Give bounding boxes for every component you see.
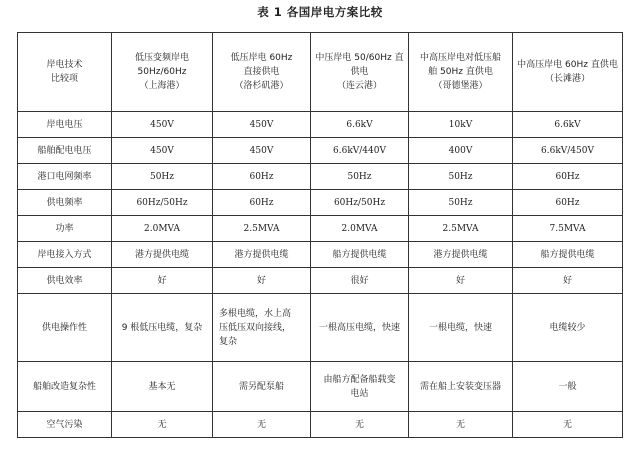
table-cell: 港方提供电缆 xyxy=(409,242,513,268)
table-cell: 50Hz xyxy=(112,164,213,190)
header-cell-lianyungang: 中压岸电 50/60Hz 直 供电 （连云港） xyxy=(311,33,409,112)
table-row xyxy=(18,138,623,164)
table-row xyxy=(18,164,623,190)
header-cell-criteria: 岸电技术 比较项 xyxy=(18,33,112,112)
table-cell: 需另配泵船 xyxy=(213,362,311,412)
table-cell: 450V xyxy=(213,138,311,164)
table-row xyxy=(18,412,623,438)
table-cell: 2.0MVA xyxy=(112,216,213,242)
table-cell: 6.6kV xyxy=(513,112,623,138)
table-row xyxy=(18,242,623,268)
table-cell: 400V xyxy=(409,138,513,164)
table-row xyxy=(18,190,623,216)
table-cell: 9 根低压电缆，复杂 xyxy=(112,294,213,362)
table-row xyxy=(18,216,623,242)
table-cell: 无 xyxy=(112,412,213,438)
table-header-row xyxy=(18,33,623,112)
row-label: 船舶配电电压 xyxy=(18,138,112,164)
table-cell: 由船方配备船载变 电站 xyxy=(311,362,409,412)
table-cell: 60Hz xyxy=(213,190,311,216)
table-cell: 450V xyxy=(213,112,311,138)
table-cell: 好 xyxy=(213,268,311,294)
table-cell: 无 xyxy=(311,412,409,438)
header-cell-gothenburg: 中高压岸电对低压船 舶 50Hz 直供电 （哥德堡港） xyxy=(409,33,513,112)
comparison-table xyxy=(17,32,623,438)
header-cell-shanghai: 低压变频岸电 50Hz/60Hz （上海港） xyxy=(112,33,213,112)
row-label: 供电操作性 xyxy=(18,294,112,362)
table-cell: 50Hz xyxy=(409,164,513,190)
table-cell: 10kV xyxy=(409,112,513,138)
table-cell: 60Hz/50Hz xyxy=(112,190,213,216)
table-cell: 基本无 xyxy=(112,362,213,412)
row-label: 功率 xyxy=(18,216,112,242)
table-cell: 450V xyxy=(112,138,213,164)
table-cell: 多根电缆，水上高 压低压双向接线， 复杂 xyxy=(213,294,311,362)
row-label: 岸电电压 xyxy=(18,112,112,138)
table-cell: 港方提供电缆 xyxy=(112,242,213,268)
table-cell: 无 xyxy=(513,412,623,438)
table-cell: 6.6kV/450V xyxy=(513,138,623,164)
table-cell: 50Hz xyxy=(311,164,409,190)
table-cell: 好 xyxy=(409,268,513,294)
table-cell: 船方提供电缆 xyxy=(311,242,409,268)
table-cell: 好 xyxy=(112,268,213,294)
table-cell: 无 xyxy=(213,412,311,438)
table-cell: 很好 xyxy=(311,268,409,294)
row-label: 船舶改造复杂性 xyxy=(18,362,112,412)
table-row xyxy=(18,294,623,362)
table-cell: 6.6kV/440V xyxy=(311,138,409,164)
table-row xyxy=(18,362,623,412)
table-cell: 60Hz/50Hz xyxy=(311,190,409,216)
header-cell-los-angeles: 低压岸电 60Hz 直接供电 （洛杉矶港） xyxy=(213,33,311,112)
table-cell: 无 xyxy=(409,412,513,438)
table-cell: 船方提供电缆 xyxy=(513,242,623,268)
table-cell: 50Hz xyxy=(409,190,513,216)
table-cell: 一般 xyxy=(513,362,623,412)
table-cell: 一根高压电缆，快速 xyxy=(311,294,409,362)
table-row xyxy=(18,268,623,294)
header-cell-long-beach: 中高压岸电 60Hz 直供电 （长滩港） xyxy=(513,33,623,112)
table-cell: 60Hz xyxy=(513,164,623,190)
table-cell: 2.0MVA xyxy=(311,216,409,242)
table-cell: 60Hz xyxy=(213,164,311,190)
table-cell: 港方提供电缆 xyxy=(213,242,311,268)
row-label: 供电频率 xyxy=(18,190,112,216)
table-cell: 2.5MVA xyxy=(409,216,513,242)
table-cell: 需在船上安装变压器 xyxy=(409,362,513,412)
row-label: 空气污染 xyxy=(18,412,112,438)
table-cell: 6.6kV xyxy=(311,112,409,138)
table-cell: 好 xyxy=(513,268,623,294)
row-label: 港口电网频率 xyxy=(18,164,112,190)
table-cell: 60Hz xyxy=(513,190,623,216)
table-title: 表 1 各国岸电方案比较 xyxy=(257,5,383,19)
table-cell: 7.5MVA xyxy=(513,216,623,242)
table-row xyxy=(18,112,623,138)
table-cell: 2.5MVA xyxy=(213,216,311,242)
row-label: 岸电接入方式 xyxy=(18,242,112,268)
table-cell: 一根电缆，快速 xyxy=(409,294,513,362)
table-cell: 450V xyxy=(112,112,213,138)
table-cell: 电缆较少 xyxy=(513,294,623,362)
row-label: 供电效率 xyxy=(18,268,112,294)
